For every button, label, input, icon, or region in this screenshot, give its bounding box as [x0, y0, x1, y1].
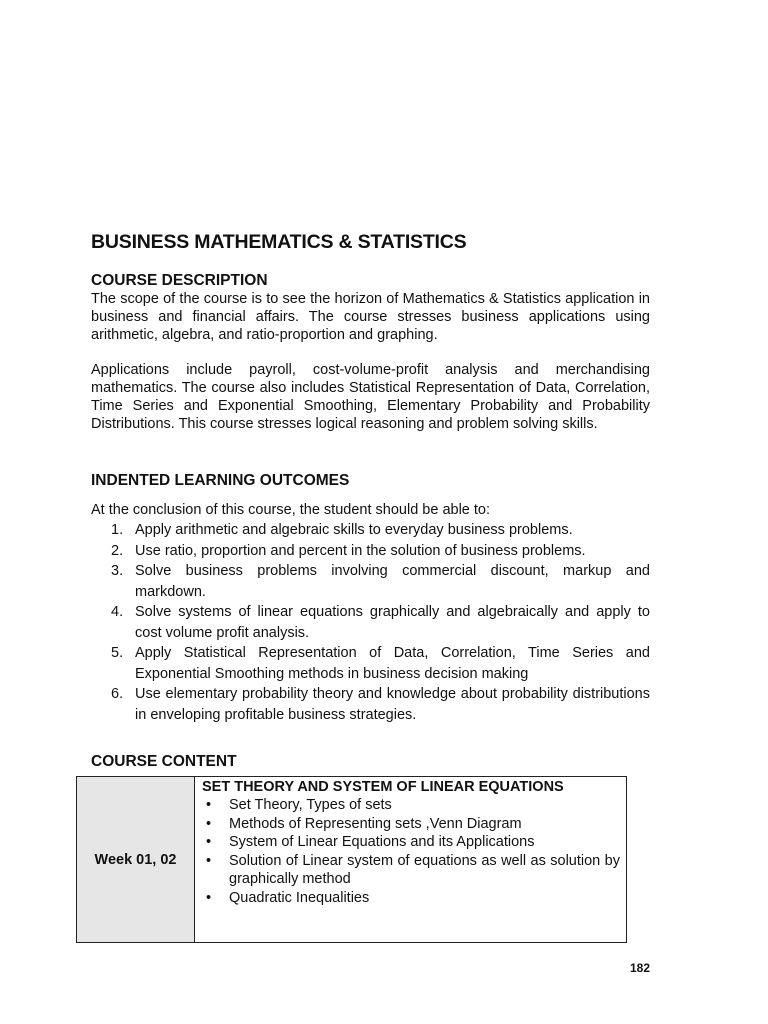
course-description-paragraph-2: Applications include payroll, cost-volume-profit analysis and merchandising mathematics. The course also includes Statistical Representation of Data, Correlation, Time Series and Exponential Smoothing, Elementary Probability and Probability Distributions. This course stresses logical reasoning and problem solving skills.	[91, 362, 650, 432]
topic-text: Solution of Linear system of equations as well as solution by graphically method	[229, 852, 620, 887]
list-item	[202, 796, 620, 815]
outcome-text: Apply arithmetic and algebraic skills to everyday business problems.	[135, 522, 573, 538]
course-content-table	[76, 776, 627, 943]
bullet-icon: •	[206, 889, 212, 906]
list-item	[202, 889, 620, 908]
document-title: BUSINESS MATHEMATICS & STATISTICS	[91, 231, 467, 253]
outcome-text: Solve business problems involving commercial discount, markup and markdown.	[135, 563, 650, 600]
learning-outcomes-intro: At the conclusion of this course, the student should be able to:	[91, 502, 491, 518]
course-description-paragraph-1: The scope of the course is to see the horizon of Mathematics & Statistics application in business and financial affairs. The course stresses business applications using arithmetic, algebra, and ratio-proportion and graphing.	[91, 291, 650, 343]
bullet-icon: •	[206, 852, 212, 869]
page-number: 182	[630, 961, 651, 975]
outcome-number: 6.	[111, 686, 124, 702]
table-row	[77, 777, 627, 943]
week-cell: Week 01, 02	[77, 777, 195, 943]
learning-outcomes-heading: INDENTED LEARNING OUTCOMES	[91, 472, 350, 489]
learning-outcomes-list	[91, 520, 650, 725]
outcome-item	[91, 684, 650, 725]
outcome-item	[91, 520, 650, 541]
outcome-item	[91, 643, 650, 684]
outcome-text: Use ratio, proportion and percent in the solution of business problems.	[135, 542, 586, 559]
outcome-item	[91, 561, 650, 602]
outcome-number: 5.	[111, 645, 124, 661]
outcome-text: Solve systems of linear equations graphically and algebraically and apply to cost volume profit analysis.	[135, 604, 650, 641]
topic-text: Quadratic Inequalities	[229, 889, 370, 906]
outcome-item	[91, 602, 650, 643]
outcome-text: Use elementary probability theory and knowledge about probability distributions in enveloping profitable business strategies.	[135, 686, 650, 723]
topics-list	[202, 796, 620, 907]
list-item	[202, 815, 620, 834]
outcome-text: Apply Statistical Representation of Data, Correlation, Time Series and Exponential Smoothing methods in business decision making	[135, 645, 650, 682]
outcome-number: 3.	[111, 563, 124, 579]
list-item	[202, 833, 620, 852]
topic-text: Methods of Representing sets ,Venn Diagram	[229, 815, 522, 832]
outcome-number: 1.	[111, 522, 124, 538]
topic-text: System of Linear Equations and its Applications	[229, 834, 535, 850]
outcome-number: 4.	[111, 604, 124, 620]
list-item	[202, 852, 620, 889]
topics-cell	[195, 777, 627, 943]
course-description-heading: COURSE DESCRIPTION	[91, 272, 268, 289]
bullet-icon: •	[206, 834, 212, 850]
bullet-icon: •	[206, 797, 212, 813]
course-content-heading: COURSE CONTENT	[91, 753, 237, 770]
outcome-number: 2.	[111, 542, 124, 559]
bullet-icon: •	[206, 815, 212, 832]
outcome-item	[91, 541, 650, 562]
topic-heading: SET THEORY AND SYSTEM OF LINEAR EQUATIONS	[202, 779, 564, 795]
topic-text: Set Theory, Types of sets	[229, 797, 392, 813]
